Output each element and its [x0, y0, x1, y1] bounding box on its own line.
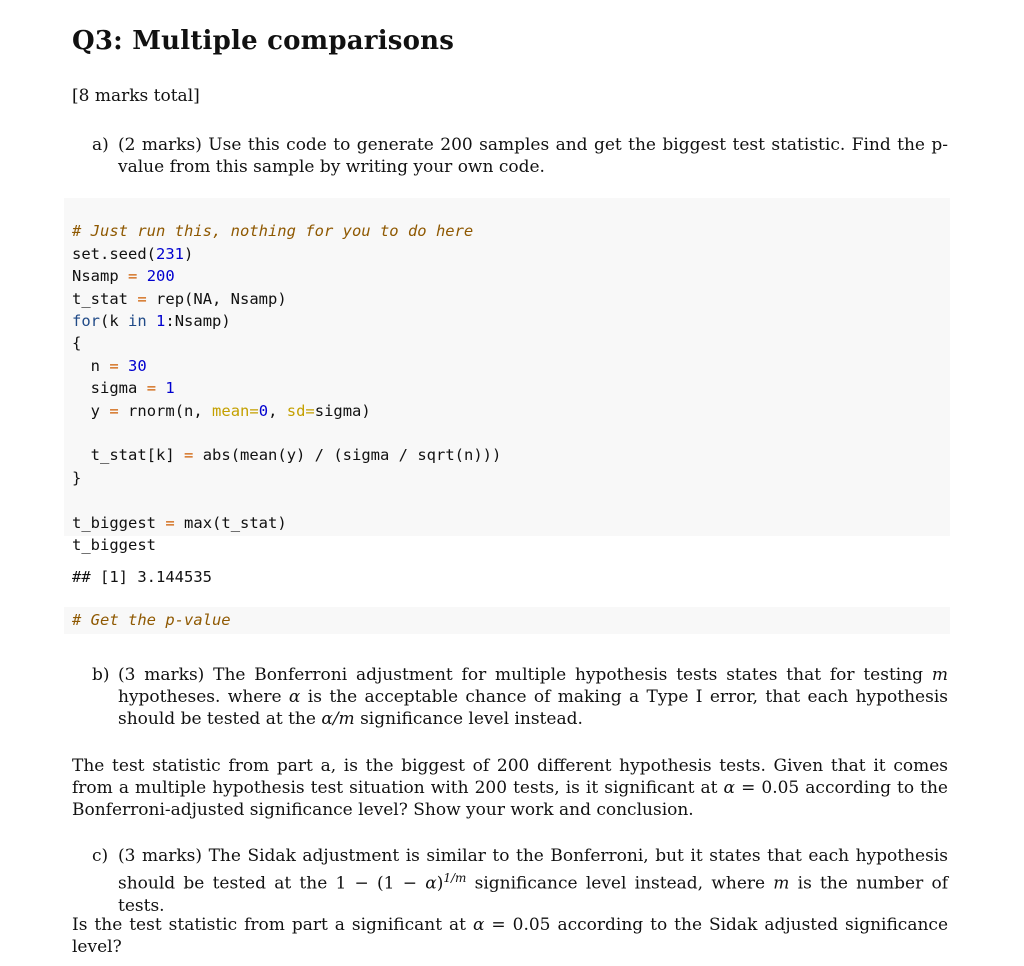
- code-line: n = 30: [90, 356, 147, 375]
- part-a-text: (2 marks) Use this code to generate 200 samples and get the biggest test statistic. Find the p-value from this sample by writing your own code.: [118, 135, 948, 177]
- code-comment: # Get the p-value: [72, 611, 231, 629]
- code-line: Nsamp = 200: [72, 267, 175, 286]
- code-block-2: [64, 607, 950, 634]
- code-line: t_stat = rep(NA, Nsamp): [72, 289, 287, 308]
- page-title: Q3: Multiple comparisons: [72, 26, 455, 56]
- code-line: {: [72, 334, 82, 353]
- marks-total: [8 marks total]: [72, 86, 200, 106]
- code-line: }: [72, 468, 82, 487]
- part-c-question: Is the test statistic from part a significant at α = 0.05 according to the Sidak adjusted significance level?: [72, 915, 948, 957]
- code-block-1: [64, 198, 950, 555]
- part-c: [92, 845, 948, 917]
- part-b-question: The test statistic from part a, is the biggest of 200 different hypothesis tests. Given that it comes from a multiple hypothesis test situation with 200 tests, is it significant at α = 0.05 according to the Bonferroni-adjusted significance level? Show your work and conclusion.: [72, 756, 948, 820]
- code-line: sigma = 1: [90, 379, 175, 398]
- part-b-text: (3 marks) The Bonferroni adjustment for multiple hypothesis tests states that for testing m hypotheses. where α is the acceptable chance of making a Type I error, that each hypothesis should be tested at the α/m significance level instead.: [118, 665, 948, 729]
- code-line: t_biggest: [72, 536, 156, 555]
- code-line: t_stat[k] = abs(mean(y) / (sigma / sqrt(n))): [90, 446, 502, 465]
- part-a-label: a): [92, 135, 109, 155]
- code-line: y = rnorm(n, mean=0, sd=sigma): [90, 401, 371, 420]
- code-line: set.seed(231): [72, 244, 194, 263]
- part-c-label: c): [92, 846, 109, 866]
- part-c-text: (3 marks) The Sidak adjustment is similar to the Bonferroni, but it states that each hypothesis should be tested at the $1 - (1 - \alpha)^{1/m}$ significance level instead, where m is the number of tests.: [118, 846, 948, 916]
- part-b-label: b): [92, 665, 110, 685]
- code-comment: # Just run this, nothing for you to do here: [72, 222, 474, 241]
- code-line: t_biggest = max(t_stat): [72, 513, 287, 532]
- code-line: for(k in 1:Nsamp): [72, 312, 231, 331]
- code-output: ## [1] 3.144535: [72, 568, 212, 586]
- part-b: [92, 664, 948, 730]
- part-a: [92, 134, 948, 178]
